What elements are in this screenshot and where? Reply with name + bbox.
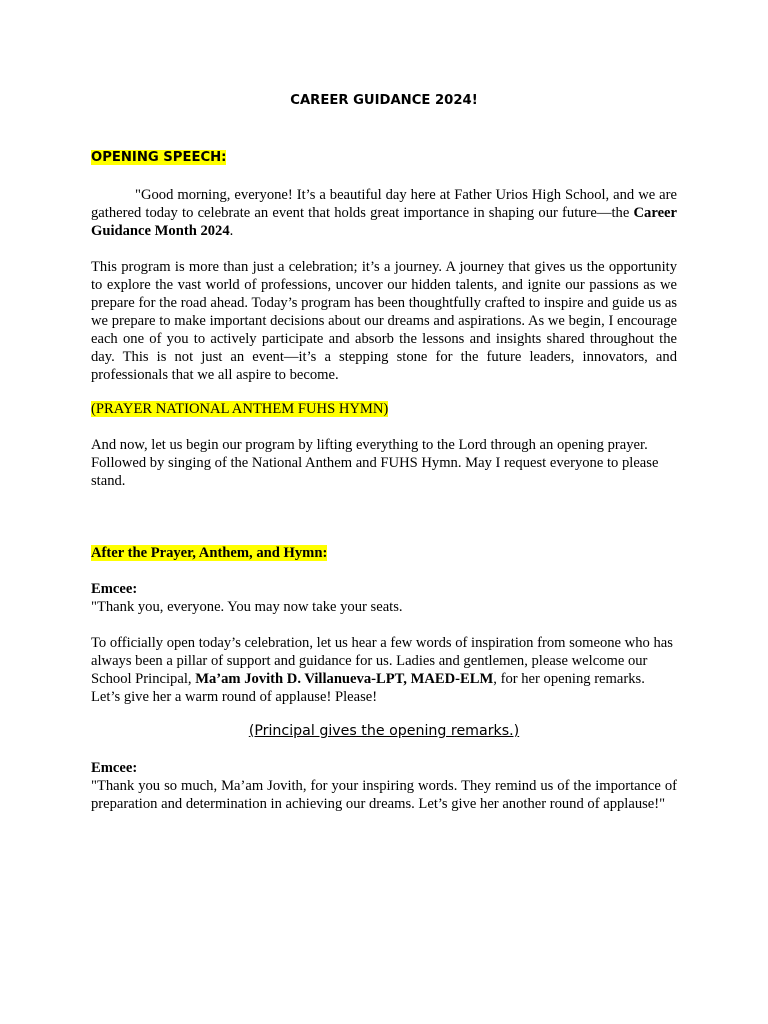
prayer-note-text: (PRAYER NATIONAL ANTHEM FUHS HYMN) <box>91 401 389 417</box>
event-name: Career Guidance Month 2024 <box>91 205 677 239</box>
prayer-note <box>91 400 677 418</box>
emcee-label-text: Emcee: <box>91 581 138 597</box>
principal-stage-note <box>0 722 768 740</box>
program-paragraph: This program is more than just a celebration; it’s a journey. A journey that gives us the opportunity to explore the vast world of professions, uncover our hidden talents, and ignite our passions as we prepare for the road ahead. Today’s program has been thoughtfully crafted to inspire and guide us as we prepare to make important decisions about our dreams and aspirations. As we begin, I encourage each one of you to actively participate and absorb the lessons and insights shared throughout the day. This is not just an event—it’s a stepping stone for the future leaders, innovators, and professionals that we all aspire to become. <box>91 259 677 383</box>
opening-speech-heading-text: OPENING SPEECH: <box>91 150 227 165</box>
principal-intro-end: , for her opening remarks. Let’s give her a warm round of applause! Please! <box>91 671 645 705</box>
after-prayer-heading <box>91 544 677 562</box>
principal-intro-text: To officially open today’s celebration, let us hear a few words of inspiration from someone who has always been a pillar of support and guidance for us. Ladies and gentlemen, please welcome our School Principal, <box>91 635 673 687</box>
principal-name: Ma’am Jovith D. Villanueva-LPT, MAED-ELM <box>195 671 494 687</box>
principal-stage-note-text: (Principal gives the opening remarks.) <box>248 723 520 739</box>
emcee-label <box>91 580 677 598</box>
prayer-paragraph: And now, let us begin our program by lifting everything to the Lord through an opening prayer. Followed by singing of the National Anthem and FUHS Hymn. May I request everyone to please stand. <box>91 437 659 489</box>
emcee-closing-line: "Thank you so much, Ma’am Jovith, for your inspiring words. They remind us of the importance of preparation and determination in achieving our dreams. Let’s give her another round of applause!" <box>91 778 677 812</box>
document-title: CAREER GUIDANCE 2024! <box>290 93 478 108</box>
opening-speech-heading <box>91 149 677 167</box>
greeting-text: "Good morning, everyone! It’s a beautiful day here at Father Urios High School, and we are gathered today to celebrate an event that holds great importance in shaping our future—the <box>91 187 677 221</box>
principal-intro-paragraph <box>91 634 677 706</box>
after-prayer-heading-text: After the Prayer, Anthem, and Hymn: <box>91 545 328 561</box>
emcee-label-2 <box>91 759 677 777</box>
emcee-line: "Thank you, everyone. You may now take your seats. <box>91 599 403 615</box>
greeting-end: . <box>229 223 234 239</box>
greeting-paragraph <box>91 186 677 240</box>
emcee-label-2-text: Emcee: <box>91 760 138 776</box>
